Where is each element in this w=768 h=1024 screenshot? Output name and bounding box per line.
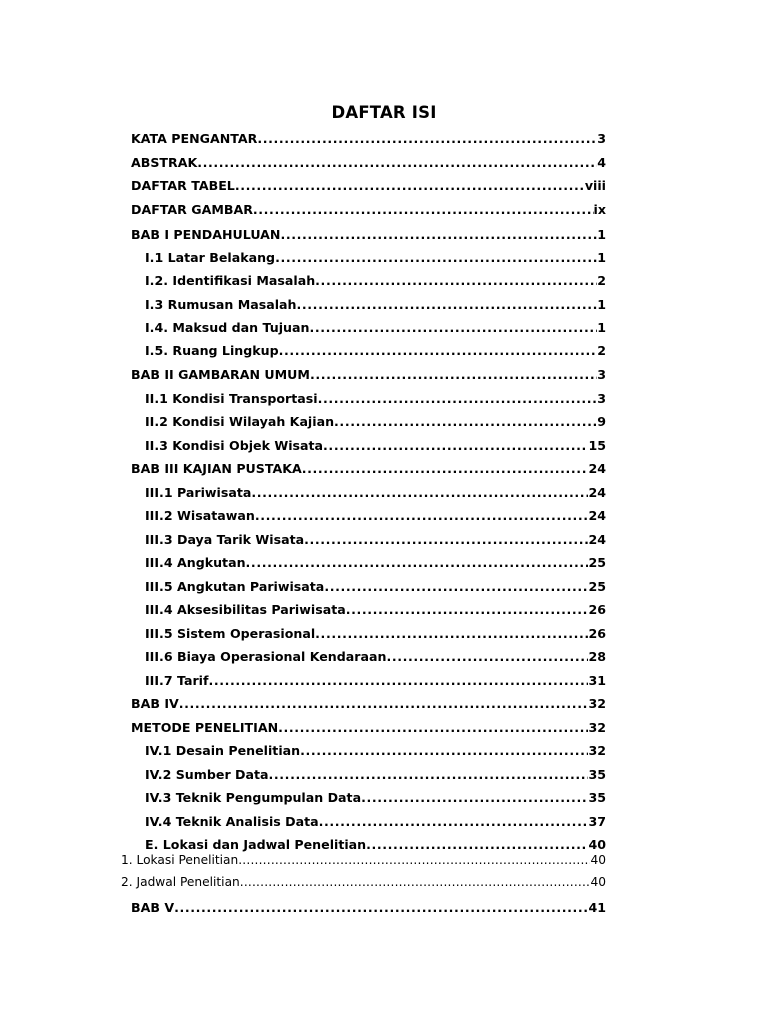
toc-entry-page: 4 <box>597 155 606 170</box>
toc-entry <box>121 853 606 871</box>
toc-entry-page: 3 <box>597 131 606 146</box>
toc-leader-dots <box>208 673 588 688</box>
toc-entry-label: II.1 Kondisi Transportasi <box>145 391 318 406</box>
toc-entry-label: III.1 Pariwisata <box>145 485 252 500</box>
toc-leader-dots <box>257 131 597 146</box>
toc-entry-label: BAB II GAMBARAN UMUM <box>131 367 310 382</box>
toc-entry-page: 37 <box>588 814 606 829</box>
toc-entry <box>131 131 606 149</box>
toc-entry <box>145 297 606 315</box>
toc-entry-page: 40 <box>590 875 606 889</box>
toc-entry <box>131 155 606 173</box>
toc-entry <box>131 202 606 220</box>
toc-leader-dots <box>197 155 597 170</box>
toc-leader-dots <box>315 626 588 641</box>
toc-entry-page: 1 <box>597 227 606 242</box>
toc-entry-page: 40 <box>590 853 606 867</box>
toc-entry-label: I.2. Identifikasi Masalah <box>145 273 316 288</box>
toc-entry-page: 1 <box>597 297 606 312</box>
toc-leader-dots <box>366 837 588 852</box>
toc-leader-dots <box>334 414 597 429</box>
toc-leader-dots <box>275 250 597 265</box>
toc-leader-dots <box>280 227 597 242</box>
toc-entry-label: III.2 Wisatawan <box>145 508 255 523</box>
toc-leader-dots <box>297 297 598 312</box>
toc-leader-dots <box>324 579 588 594</box>
toc-leader-dots <box>304 532 588 547</box>
toc-entry-page: 1 <box>597 320 606 335</box>
toc-entry-label: E. Lokasi dan Jadwal Penelitian <box>145 837 367 852</box>
toc-leader-dots <box>240 875 591 889</box>
toc-leader-dots <box>318 391 598 406</box>
toc-entry-label: DAFTAR GAMBAR <box>131 202 253 217</box>
toc-entry-label: III.7 Tarif <box>145 673 209 688</box>
toc-leader-dots <box>323 438 588 453</box>
toc-entry <box>145 320 606 338</box>
toc-entry <box>131 461 606 479</box>
toc-leader-dots <box>315 273 597 288</box>
toc-entry-page: 15 <box>588 438 606 453</box>
toc-entry-label: IV.2 Sumber Data <box>145 767 269 782</box>
toc-entry-page: 32 <box>588 696 606 711</box>
toc-leader-dots <box>310 367 597 382</box>
toc-entry-label: ABSTRAK <box>131 155 198 170</box>
toc-entry <box>121 875 606 893</box>
toc-entry-label: III.5 Sistem Operasional <box>145 626 316 641</box>
toc-leader-dots <box>278 720 588 735</box>
toc-entry-label: BAB III KAJIAN PUSTAKA <box>131 461 302 476</box>
toc-entry-page: 24 <box>588 508 606 523</box>
toc-leader-dots <box>279 343 598 358</box>
toc-entry-page: 25 <box>588 579 606 594</box>
toc-entry-page: 28 <box>588 649 606 664</box>
toc-entry-page: 1 <box>597 250 606 265</box>
toc-entry-page: 2 <box>597 343 606 358</box>
toc-leader-dots <box>174 900 588 915</box>
toc-entry-label: BAB V <box>131 900 175 915</box>
toc-entry-page: 35 <box>588 790 606 805</box>
toc-entry-label: 2. Jadwal Penelitian <box>121 875 240 889</box>
toc-entry <box>131 367 606 385</box>
toc-entry <box>145 767 606 785</box>
toc-entry-label: BAB I PENDAHULUAN <box>131 227 281 242</box>
toc-entry-page: 2 <box>597 273 606 288</box>
toc-entry-page: ix <box>593 202 606 217</box>
toc-leader-dots <box>302 461 589 476</box>
toc-entry-label: III.5 Angkutan Pariwisata <box>145 579 325 594</box>
toc-entry-page: 24 <box>588 461 606 476</box>
toc-leader-dots <box>253 202 594 217</box>
toc-entry-label: I.5. Ruang Lingkup <box>145 343 279 358</box>
toc-entry-page: 3 <box>597 391 606 406</box>
toc-entry-page: 26 <box>588 602 606 617</box>
toc-entry-label: II.3 Kondisi Objek Wisata <box>145 438 324 453</box>
toc-entry-label: III.3 Daya Tarik Wisata <box>145 532 305 547</box>
toc-entry-page: 26 <box>588 626 606 641</box>
toc-entry-label: I.3 Rumusan Masalah <box>145 297 297 312</box>
toc-entry <box>145 438 606 456</box>
toc-leader-dots <box>309 320 597 335</box>
toc-leader-dots <box>246 555 589 570</box>
toc-entry <box>145 555 606 573</box>
toc-entry-label: IV.1 Desain Penelitian <box>145 743 301 758</box>
toc-entry-page: viii <box>584 178 606 193</box>
toc-entry-label: III.4 Angkutan <box>145 555 246 570</box>
toc-entry <box>131 900 606 918</box>
toc-entry <box>145 743 606 761</box>
toc-entry <box>145 579 606 597</box>
toc-entry <box>145 391 606 409</box>
toc-entry-page: 32 <box>588 720 606 735</box>
toc-entry <box>131 227 606 245</box>
toc-leader-dots <box>361 790 588 805</box>
toc-entry-page: 24 <box>588 485 606 500</box>
toc-entry-page: 25 <box>588 555 606 570</box>
toc-entry-label: III.6 Biaya Operasional Kendaraan <box>145 649 387 664</box>
toc-entry <box>145 602 606 620</box>
toc-entry <box>145 626 606 644</box>
toc-leader-dots <box>319 814 589 829</box>
toc-entry <box>145 790 606 808</box>
toc-entry-label: III.4 Aksesibilitas Pariwisata <box>145 602 346 617</box>
toc-entry-page: 9 <box>597 414 606 429</box>
toc-leader-dots <box>255 508 589 523</box>
toc-entry-label: BAB IV <box>131 696 179 711</box>
toc-leader-dots <box>386 649 588 664</box>
toc-entry-label: I.4. Maksud dan Tujuan <box>145 320 310 335</box>
page-title: DAFTAR ISI <box>331 103 437 122</box>
toc-leader-dots <box>269 767 589 782</box>
toc-leader-dots <box>238 853 590 867</box>
toc-entry <box>145 485 606 503</box>
toc-entry-label: DAFTAR TABEL <box>131 178 235 193</box>
toc-entry <box>145 343 606 361</box>
toc-entry <box>131 696 606 714</box>
toc-entry <box>145 414 606 432</box>
toc-entry-label: II.2 Kondisi Wilayah Kajian <box>145 414 335 429</box>
toc-leader-dots <box>179 696 589 711</box>
toc-entry-page: 35 <box>588 767 606 782</box>
toc-entry <box>145 532 606 550</box>
toc-entry-page: 40 <box>588 837 606 852</box>
toc-entry-label: KATA PENGANTAR <box>131 131 258 146</box>
toc-leader-dots <box>300 743 588 758</box>
toc-entry-page: 31 <box>588 673 606 688</box>
toc-entry-label: METODE PENELITIAN <box>131 720 279 735</box>
toc-entry <box>145 649 606 667</box>
toc-entry <box>145 273 606 291</box>
toc-entry-label: 1. Lokasi Penelitian <box>121 853 239 867</box>
toc-leader-dots <box>235 178 585 193</box>
toc-entry <box>131 178 606 196</box>
toc-entry <box>145 508 606 526</box>
toc-entry-page: 32 <box>588 743 606 758</box>
toc-entry-label: IV.4 Teknik Analisis Data <box>145 814 319 829</box>
toc-entry-page: 41 <box>588 900 606 915</box>
toc-entry-label: IV.3 Teknik Pengumpulan Data <box>145 790 362 805</box>
toc-entry-page: 3 <box>597 367 606 382</box>
toc-entry-label: I.1 Latar Belakang <box>145 250 276 265</box>
toc-entry <box>145 814 606 832</box>
toc-entry <box>131 720 606 738</box>
toc-entry <box>145 673 606 691</box>
toc-entry <box>145 250 606 268</box>
toc-leader-dots <box>346 602 589 617</box>
toc-leader-dots <box>251 485 588 500</box>
toc-entry-page: 24 <box>588 532 606 547</box>
